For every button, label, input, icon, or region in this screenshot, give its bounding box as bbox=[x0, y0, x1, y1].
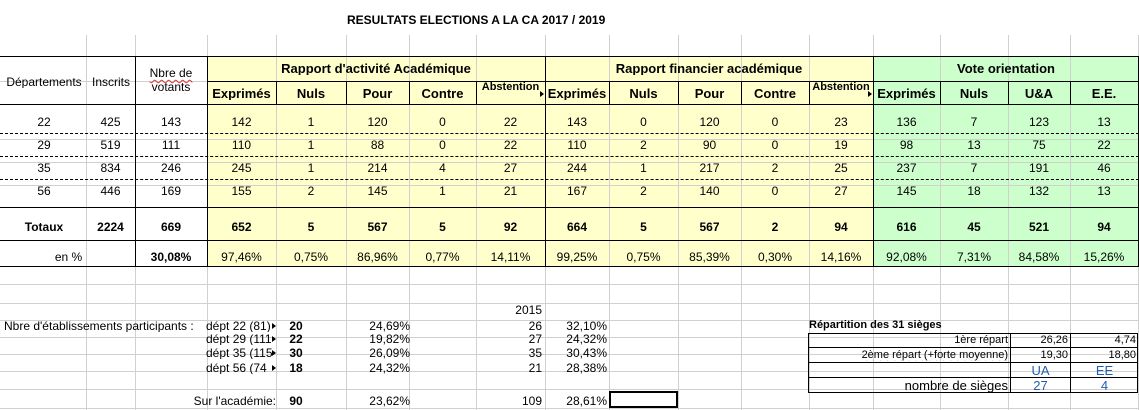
header-group-ra: Rapport d'activité Académique bbox=[281, 62, 471, 75]
percent-vo-3: 15,26% bbox=[1083, 251, 1125, 263]
etab-total-pct: 23,62% bbox=[369, 395, 410, 407]
row-dept: 56 bbox=[37, 185, 51, 197]
row-vo-0: 136 bbox=[896, 116, 917, 128]
row-rf-3: 2 bbox=[771, 162, 779, 174]
etab-dept bbox=[206, 333, 276, 345]
row-ra-4: 21 bbox=[503, 185, 518, 197]
etab-pct2015: 32,10% bbox=[566, 320, 607, 332]
row-separator-2 bbox=[0, 179, 1139, 180]
row-rf-2: 120 bbox=[699, 116, 720, 128]
subheader-rf-3: Contre bbox=[754, 87, 796, 100]
etab-pct: 24,69% bbox=[369, 320, 410, 332]
etab-n: 18 bbox=[289, 362, 303, 374]
row-rf-0: 244 bbox=[566, 162, 588, 174]
header-group-vo: Vote orientation bbox=[957, 62, 1055, 75]
header-nbre-votants-text: Nbre de votants bbox=[149, 66, 193, 94]
subheader-vo-0: Exprimés bbox=[877, 87, 936, 100]
row-rf-1: 0 bbox=[640, 116, 647, 128]
row-vo-3: 46 bbox=[1097, 162, 1111, 174]
page-title: RESULTATS ELECTIONS A LA CA 2017 / 2019 bbox=[347, 14, 606, 26]
etab-dept-text: dépt 22 (81) bbox=[206, 320, 271, 332]
gridline-h-16 bbox=[0, 408, 1139, 409]
row-vo-3: 22 bbox=[1097, 139, 1111, 151]
percent-rf-1: 0,75% bbox=[626, 251, 661, 263]
row-ra-3: 1 bbox=[439, 185, 446, 197]
totals-rf-3: 2 bbox=[771, 221, 779, 233]
gridline-h-9 bbox=[0, 284, 1139, 285]
table-bottom-border bbox=[0, 266, 1139, 267]
totals-inscrits: 2224 bbox=[97, 221, 124, 233]
row-vo-2: 191 bbox=[1028, 162, 1050, 174]
row-dept: 29 bbox=[37, 139, 51, 151]
totals-ra-3: 5 bbox=[439, 221, 446, 233]
row-rf-3: 0 bbox=[771, 139, 779, 151]
row-ra-0: 245 bbox=[231, 162, 252, 174]
etab-year: 2015 bbox=[515, 304, 542, 316]
subheader-rf-2: Pour bbox=[694, 87, 725, 100]
totals-rf-1: 5 bbox=[640, 221, 647, 233]
row-ra-3: 0 bbox=[439, 139, 446, 151]
row-votants: 169 bbox=[160, 185, 182, 197]
row-rf-1: 1 bbox=[640, 162, 647, 174]
row-vo-3: 13 bbox=[1097, 116, 1111, 128]
totals-top-border bbox=[0, 207, 1139, 208]
row-ra-3: 0 bbox=[439, 116, 446, 128]
subheader-ra-1: Nuls bbox=[296, 87, 326, 100]
subheader-ra-4: Abstention bbox=[481, 82, 540, 93]
row-vo-0: 98 bbox=[899, 139, 914, 151]
row-votants: 246 bbox=[160, 162, 182, 174]
header-inscrits: Inscrits bbox=[91, 76, 130, 88]
row-ra-2: 120 bbox=[367, 116, 388, 128]
totals-vo-0: 616 bbox=[896, 221, 917, 233]
row-ra-1: 1 bbox=[307, 139, 315, 151]
row-votants: 143 bbox=[160, 116, 182, 128]
subheader-ra-0: Exprimés bbox=[212, 87, 271, 100]
totals-ra-4: 92 bbox=[503, 221, 518, 233]
percent-ra-0: 97,46% bbox=[221, 251, 262, 263]
row-rf-4: 19 bbox=[834, 139, 848, 151]
sieges-nb-ua: 27 bbox=[1033, 379, 1048, 392]
row-rf-4: 23 bbox=[834, 116, 848, 128]
sieges-r2-ee: 18,80 bbox=[1108, 350, 1136, 361]
etab-total-pct2015: 28,61% bbox=[566, 395, 607, 407]
etab-dept-text: dépt 35 (115 bbox=[206, 347, 273, 359]
row-rf-4: 25 bbox=[834, 162, 848, 174]
header-nbre-votants bbox=[136, 66, 206, 94]
header-bottom-border bbox=[0, 104, 1139, 105]
subheader-rf-1: Nuls bbox=[629, 87, 658, 100]
percent-vo-1: 7,31% bbox=[956, 251, 992, 263]
row-ra-2: 145 bbox=[367, 185, 388, 197]
percent-rf-3: 0,30% bbox=[757, 251, 793, 263]
percent-label: en % bbox=[54, 251, 83, 263]
header-group-rf: Rapport financier académique bbox=[615, 62, 803, 75]
sieges-nb-label: nombre de sièges bbox=[904, 379, 1008, 392]
sieges-r2-ua: 19,30 bbox=[1040, 350, 1068, 361]
percent-rf-0: 99,25% bbox=[556, 251, 598, 263]
row-rf-2: 140 bbox=[699, 185, 720, 197]
row-inscrits: 834 bbox=[100, 162, 121, 174]
sieges-r2-label-text: 2ème répart (+forte moyenne) bbox=[861, 350, 1008, 361]
row-votants: 111 bbox=[161, 139, 181, 151]
row-inscrits: 446 bbox=[100, 185, 121, 197]
percent-rf-4: 14,16% bbox=[820, 251, 862, 263]
row-vo-2: 75 bbox=[1032, 139, 1046, 151]
row-ra-4: 22 bbox=[503, 139, 518, 151]
row-vo-1: 7 bbox=[970, 116, 978, 128]
etab-pct: 19,82% bbox=[369, 333, 410, 345]
row-ra-1: 1 bbox=[307, 162, 315, 174]
etab-label bbox=[4, 320, 194, 332]
row-rf-1: 2 bbox=[640, 139, 647, 151]
row-ra-1: 1 bbox=[307, 116, 315, 128]
selected-cell[interactable] bbox=[609, 391, 678, 408]
header-departements: Départements bbox=[6, 76, 82, 88]
sieges-nb-ee: 4 bbox=[1100, 379, 1109, 392]
etab-pct2015: 24,32% bbox=[566, 333, 607, 345]
row-dept: 35 bbox=[37, 162, 51, 174]
percent-rf-2: 85,39% bbox=[689, 251, 730, 263]
etab-pct2015: 28,38% bbox=[566, 362, 607, 374]
row-separator-0 bbox=[0, 133, 1139, 134]
row-rf-0: 167 bbox=[566, 185, 588, 197]
overflow-arrow-icon bbox=[868, 91, 872, 97]
sieges-r1-label-text: 1ère répart bbox=[954, 335, 1008, 346]
sieges-r1-ua: 26,26 bbox=[1040, 335, 1068, 346]
subheader-vo-1: Nuls bbox=[959, 87, 989, 100]
etab-pct2015: 30,43% bbox=[566, 347, 607, 359]
row-vo-2: 132 bbox=[1028, 185, 1050, 197]
etab-dept-text: dépt 56 (74 bbox=[206, 362, 267, 374]
totals-rf-0: 664 bbox=[566, 221, 588, 233]
totals-rf-4: 94 bbox=[834, 221, 848, 233]
totals-rf-2: 567 bbox=[699, 221, 720, 233]
percent-votants: 30,08% bbox=[150, 251, 192, 263]
etab-total-label: Sur l'académie: bbox=[193, 395, 276, 407]
row-ra-0: 155 bbox=[231, 185, 252, 197]
etab-n2015: 21 bbox=[528, 362, 542, 374]
row-ra-2: 88 bbox=[370, 139, 385, 151]
totals-votants: 669 bbox=[160, 221, 182, 233]
gridline-h-10 bbox=[0, 303, 1139, 304]
etab-dept bbox=[206, 362, 276, 374]
table-top-border bbox=[0, 56, 1139, 57]
row-ra-4: 27 bbox=[503, 162, 518, 174]
etab-n: 20 bbox=[289, 320, 303, 332]
row-ra-3: 4 bbox=[439, 162, 446, 174]
subheader-vo-2: U&A bbox=[1024, 87, 1054, 100]
row-vo-1: 13 bbox=[967, 139, 981, 151]
sieges-col-ua: UA bbox=[1031, 364, 1050, 377]
row-inscrits: 425 bbox=[100, 116, 121, 128]
row-rf-4: 27 bbox=[834, 185, 848, 197]
percent-top-border bbox=[0, 240, 1139, 241]
row-dept: 22 bbox=[37, 116, 51, 128]
totals-label: Totaux bbox=[24, 221, 64, 233]
etab-n2015: 27 bbox=[528, 333, 542, 345]
sieges-col-ee: EE bbox=[1095, 364, 1114, 377]
percent-ra-2: 86,96% bbox=[357, 251, 398, 263]
row-rf-0: 143 bbox=[566, 116, 588, 128]
sieges-line2 bbox=[808, 362, 1138, 363]
row-rf-2: 217 bbox=[699, 162, 720, 174]
etab-total-n2015: 109 bbox=[521, 395, 542, 407]
row-rf-1: 2 bbox=[640, 185, 647, 197]
subheader-rf-4: Abstention bbox=[812, 82, 870, 93]
etab-label-text: Nbre d'établissements participants : bbox=[4, 320, 194, 332]
row-rf-0: 110 bbox=[567, 139, 587, 151]
row-vo-2: 123 bbox=[1028, 116, 1050, 128]
row-vo-0: 145 bbox=[896, 185, 917, 197]
row-rf-3: 0 bbox=[771, 185, 779, 197]
overflow-arrow-icon bbox=[540, 91, 544, 97]
row-ra-2: 214 bbox=[367, 162, 388, 174]
etab-pct: 24,32% bbox=[369, 362, 410, 374]
row-ra-0: 110 bbox=[231, 139, 252, 151]
row-vo-1: 7 bbox=[970, 162, 978, 174]
sieges-r2-label bbox=[810, 350, 1008, 361]
subheader-rf-0: Exprimés bbox=[547, 87, 607, 100]
row-rf-3: 0 bbox=[771, 116, 779, 128]
sieges-r1-label bbox=[810, 335, 1008, 346]
percent-vo-2: 84,58% bbox=[1018, 251, 1060, 263]
etab-total-n: 90 bbox=[289, 395, 303, 407]
etab-dept-text: dépt 29 (111 bbox=[206, 333, 272, 345]
subheader-ra-2: Pour bbox=[362, 87, 393, 100]
totals-ra-2: 567 bbox=[367, 221, 388, 233]
etab-dept bbox=[206, 347, 276, 359]
totals-vo-2: 521 bbox=[1028, 221, 1050, 233]
row-ra-1: 2 bbox=[307, 185, 315, 197]
percent-vo-0: 92,08% bbox=[886, 251, 927, 263]
totals-ra-1: 5 bbox=[307, 221, 315, 233]
row-vo-3: 13 bbox=[1097, 185, 1111, 197]
row-ra-0: 142 bbox=[231, 116, 252, 128]
row-separator-1 bbox=[0, 156, 1139, 157]
sieges-line1 bbox=[808, 347, 1138, 348]
percent-ra-4: 14,11% bbox=[490, 251, 531, 263]
subheader-vo-3: E.E. bbox=[1091, 87, 1117, 100]
etab-pct: 26,09% bbox=[369, 347, 410, 359]
percent-ra-1: 0,75% bbox=[293, 251, 329, 263]
totals-vo-3: 94 bbox=[1097, 221, 1111, 233]
etab-n: 30 bbox=[289, 347, 303, 359]
row-vo-1: 18 bbox=[967, 185, 981, 197]
row-inscrits: 519 bbox=[100, 139, 121, 151]
totals-vo-1: 45 bbox=[967, 221, 981, 233]
row-rf-2: 90 bbox=[702, 139, 717, 151]
sieges-line3 bbox=[808, 377, 1138, 378]
etab-dept bbox=[206, 320, 276, 332]
etab-n2015: 35 bbox=[528, 347, 542, 359]
sieges-r1-ee: 4,74 bbox=[1114, 335, 1136, 346]
subheader-ra-3: Contre bbox=[421, 87, 464, 100]
totals-ra-0: 652 bbox=[231, 221, 252, 233]
etab-n: 22 bbox=[289, 333, 303, 345]
etab-n2015: 26 bbox=[528, 320, 542, 332]
row-vo-0: 237 bbox=[896, 162, 917, 174]
row-ra-4: 22 bbox=[503, 116, 518, 128]
sieges-title: Répartition des 31 sièges bbox=[809, 320, 942, 331]
percent-ra-3: 0,77% bbox=[425, 251, 460, 263]
